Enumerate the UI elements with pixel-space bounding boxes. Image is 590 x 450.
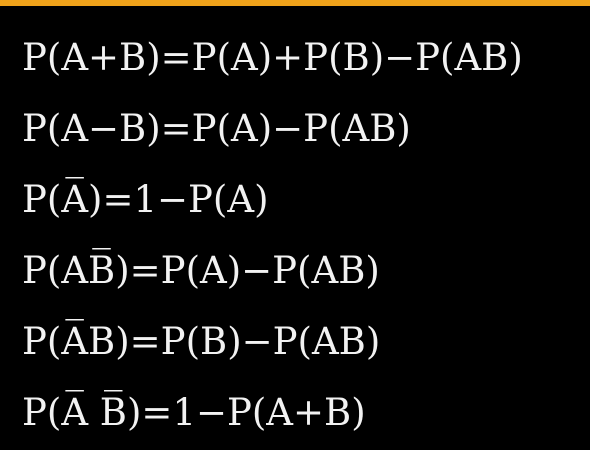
formula-difference: P(A−B)=P(A)−P(AB) bbox=[22, 107, 411, 150]
formula-list bbox=[22, 22, 590, 448]
formula-neither: P(A̅ B̅)=1−P(A+B) bbox=[22, 391, 366, 434]
formula-not-a-and-b: P(A̅B)=P(B)−P(AB) bbox=[22, 320, 381, 363]
formula-union: P(A+B)=P(A)+P(B)−P(AB) bbox=[22, 36, 523, 79]
formula-a-and-not-b: P(AB̅)=P(A)−P(AB) bbox=[22, 249, 380, 292]
formula-complement: P(A̅)=1−P(A) bbox=[22, 178, 269, 221]
top-accent-border bbox=[0, 0, 590, 6]
